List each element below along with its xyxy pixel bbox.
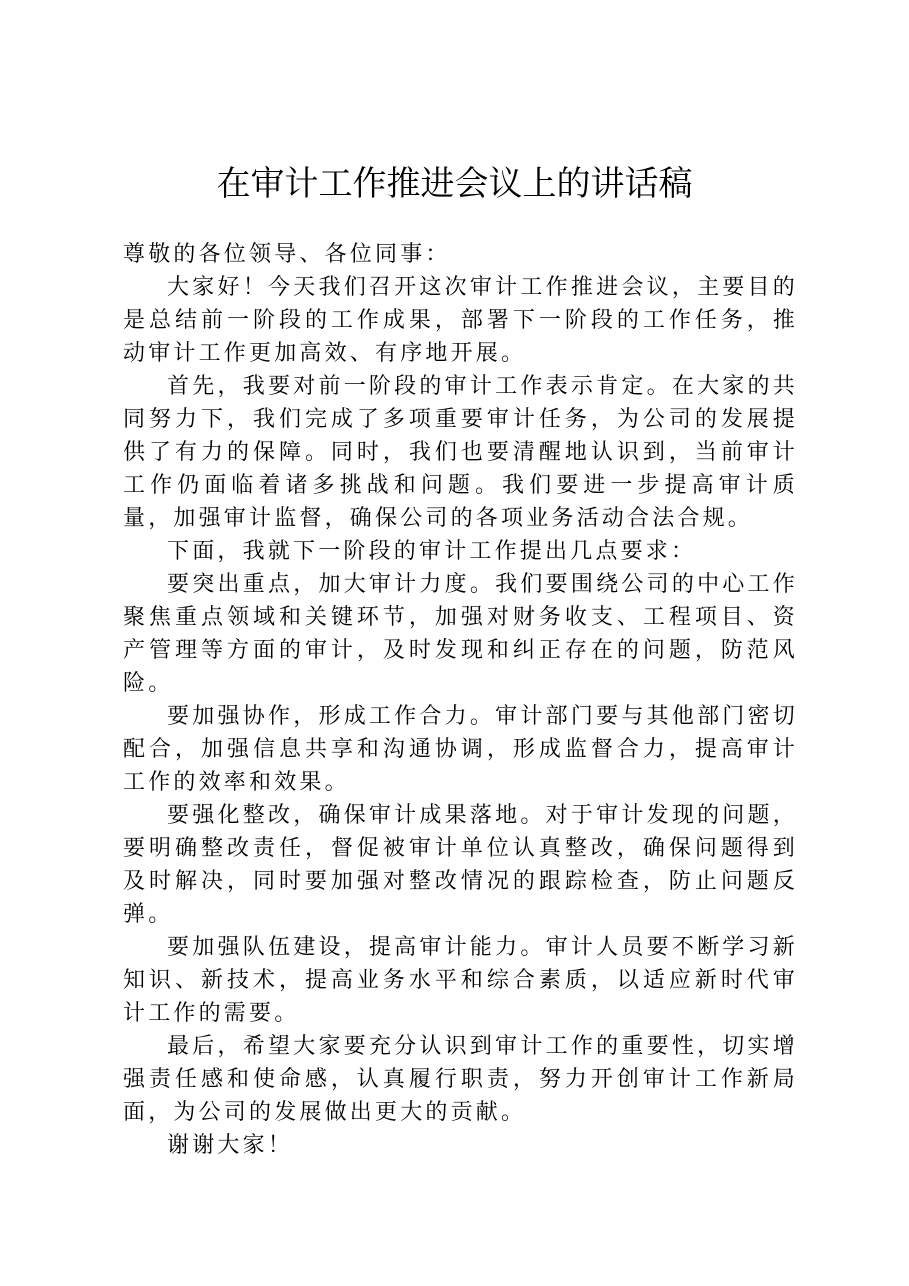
paragraph-thanks: 谢谢大家！ xyxy=(167,1133,294,1158)
salutation: 尊敬的各位领导、各位同事： xyxy=(123,242,451,267)
document-title: 在审计工作推进会议上的讲话稿 xyxy=(216,164,693,204)
paragraph-requirement-team: 要加强队伍建设，提高审计能力。审计人员要不断学习新知识、新技术，提高业务水平和综合素质，以适应新时代审计工作的需要。 xyxy=(123,935,798,1026)
paragraph-closing: 最后，希望大家要充分认识到审计工作的重要性，切实增强责任感和使命感，认真履行职责，努力开创审计工作新局面，为公司的发展做出更大的贡献。 xyxy=(123,1034,798,1125)
paragraph-requirements-intro: 下面，我就下一阶段的审计工作提出几点要求： xyxy=(167,539,697,564)
paragraph-review: 首先，我要对前一阶段的审计工作表示肯定。在大家的共同努力下，我们完成了多项重要审计任务，为公司的发展提供了有力的保障。同时，我们也要清醒地认识到，当前审计工作仍面临着诸多挑战和问题。我们要进一步提高审计质量，加强审计监督，确保公司的各项业务活动合法合规。 xyxy=(123,374,798,531)
document-body xyxy=(123,238,798,1162)
paragraph-requirement-rectification: 要强化整改，确保审计成果落地。对于审计发现的问题，要明确整改责任，督促被审计单位认真整改，确保问题得到及时解决，同时要加强对整改情况的跟踪检查，防止问题反弹。 xyxy=(123,803,798,927)
paragraph-opening: 大家好！今天我们召开这次审计工作推进会议，主要目的是总结前一阶段的工作成果，部署下一阶段的工作任务，推动审计工作更加高效、有序地开展。 xyxy=(123,275,798,366)
paragraph-requirement-collaboration: 要加强协作，形成工作合力。审计部门要与其他部门密切配合，加强信息共享和沟通协调，形成监督合力，提高审计工作的效率和效果。 xyxy=(123,704,798,795)
paragraph-requirement-focus: 要突出重点，加大审计力度。我们要围绕公司的中心工作聚焦重点领域和关键环节，加强对财务收支、工程项目、资产管理等方面的审计，及时发现和纠正存在的问题，防范风险。 xyxy=(123,572,798,696)
